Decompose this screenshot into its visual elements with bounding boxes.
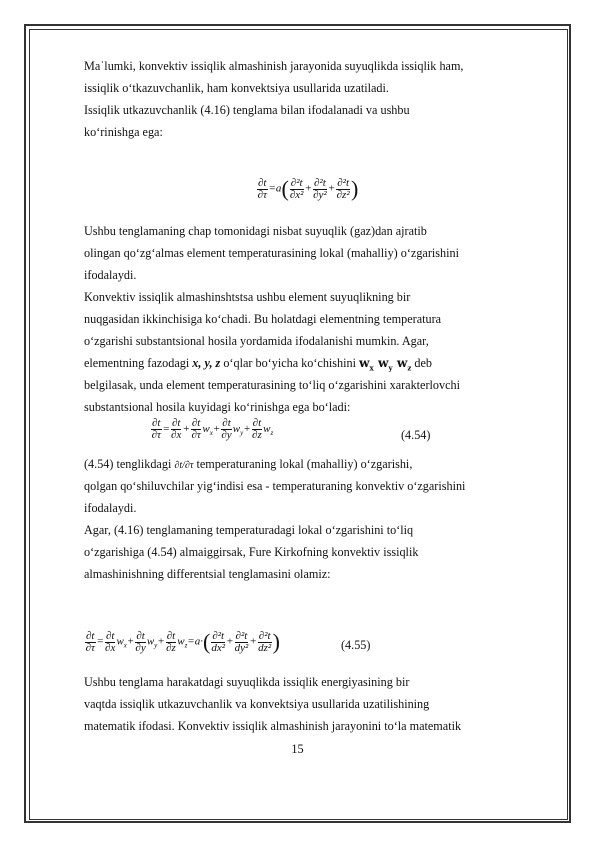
text-line: olingan qo‘zg‘almas element temperaturasining lokal (mahalliy) o‘zgarishini — [84, 246, 459, 260]
text-line: substantsional hosila kuyidagi ko‘rinishga ega bo‘ladi: — [84, 400, 351, 414]
eq-numerator: ∂²t — [337, 176, 350, 189]
text-line-mixed — [84, 457, 412, 473]
velocity-subscript: y — [388, 363, 393, 373]
eq-operator: =a· — [187, 635, 203, 648]
eq-operator: =a — [268, 182, 282, 195]
eq-numerator: ∂t — [191, 417, 201, 429]
eq-numerator: ∂t — [222, 417, 231, 429]
eq-numerator: ∂t — [171, 417, 181, 429]
eq-symbol: w — [263, 423, 271, 436]
partial-ratio: ∂t/∂τ — [174, 460, 194, 471]
eq-symbol: w — [177, 635, 185, 648]
text-line-mixed — [84, 356, 432, 375]
eq-denominator: ∂x — [171, 429, 182, 441]
text-line: belgilasak, unda element temperaturasining to‘liq o‘zgarishini xarakterlovchi — [84, 378, 460, 392]
text-line: matematik ifodasi. Konvektiv issiqlik almashinish jarayonini to‘la matematik — [84, 719, 462, 733]
text-segment: elementning fazodagi — [84, 356, 193, 370]
eq-denominator: dz² — [258, 641, 272, 654]
velocity-subscript: x — [369, 363, 374, 373]
text-line: Issiqlik utkazuvchanlik (4.16) tenglama bilan ifodalanadi va ushbu — [84, 103, 410, 117]
eq-subscript: y — [240, 429, 244, 438]
page-number: 15 — [291, 742, 304, 756]
text-segment: o‘qlar bo‘yicha ko‘chishini — [220, 356, 360, 370]
text-line: Konvektiv issiqlik almashinshtstsa ushbu element suyuqlikning bir — [84, 290, 411, 304]
eq-numerator: ∂²t — [212, 629, 225, 642]
text-segment: (4.54) tenglikdagi — [84, 457, 175, 471]
text-line: Maˈlumki, konvektiv issiqlik almashinish jarayonida suyuqlikda issiqlik ham, — [84, 59, 464, 73]
equation-4-55: $\frac{\partial t}{\partial\tau}$ = $\frac{\partial t}{\partial x}$ $w_x+$ $\frac{\partial t}{\partial y}$ $w_y+$ $\frac{\partial t}{\partial z}$ $w_z=a\cdot$( $\frac{\text{∂²t}}{\text{dx²}}$ + $\frac{\text{∂²t}}{\text{dy²}}$ + $\frac{\text{∂²t}}{\text{dz²}}$ ) — [85, 629, 280, 654]
eq-denominator: ∂z — [252, 429, 262, 441]
eq-denominator: dy² — [234, 641, 249, 654]
eq-numerator: ∂t — [152, 417, 161, 429]
velocity-symbol: w — [377, 356, 389, 370]
text-line: nuqgasidan ikkinchisiga ko‘chadi. Bu holatdagi elementning temperatura — [84, 312, 442, 326]
text-line: Ushbu tenglamaning chap tomonidagi nisbat suyuqlik (gaz)dan ajratib — [84, 224, 427, 238]
text-segment: temperaturaning lokal (mahalliy) o‘zgarishi, — [193, 457, 413, 471]
eq-symbol: w — [116, 635, 124, 648]
text-line: qolgan qo‘shiluvchilar yig‘indisi esa - temperaturaning konvektiv o‘zgarishini — [84, 479, 466, 493]
text-line: almashinishning differentsial tenglamasini olamiz: — [84, 567, 331, 581]
eq-numerator: ∂²t — [258, 629, 271, 642]
eq-symbol: w — [202, 423, 210, 436]
eq-symbol: w — [146, 635, 155, 648]
eq-denominator: ∂τ — [191, 429, 201, 441]
eq-denominator: ∂y² — [313, 188, 327, 201]
eq-denominator: ∂z — [166, 641, 176, 654]
eq-numerator: ∂²t — [235, 629, 248, 642]
text-line: Agar, (4.16) tenglamaning temperaturadagi lokal o‘zgarishini to‘liq — [84, 523, 414, 537]
equation-number: (4.54) — [401, 428, 431, 442]
velocity-subscript: z — [407, 363, 412, 373]
eq-numerator: ∂²t — [290, 176, 303, 189]
velocity-symbol: w — [396, 356, 408, 370]
eq-denominator: ∂τ — [257, 188, 267, 201]
eq-numerator: ∂²t — [314, 176, 326, 189]
eq-subscript: x — [123, 641, 127, 650]
eq-denominator: dx² — [211, 641, 226, 654]
eq-subscript: y — [154, 641, 158, 650]
eq-symbol: w — [232, 423, 241, 436]
eq-denominator: ∂τ — [151, 429, 161, 441]
eq-subscript: z — [270, 429, 274, 438]
eq-denominator: ∂τ — [85, 641, 95, 654]
eq-denominator: ∂y — [221, 429, 232, 441]
velocity-symbol: w — [359, 356, 370, 370]
text-line: vaqtda issiqlik utkazuvchanlik va konvektsiya usullarida uzatilishining — [84, 697, 430, 711]
eq-denominator: ∂x — [105, 641, 116, 654]
text-line: ifodalaydi. — [84, 501, 137, 515]
eq-numerator: ∂t — [252, 417, 262, 429]
text-line: ko‘rinishga ega: — [84, 125, 163, 139]
equation-4-16: $\frac{\partial t}{\partial\tau}$ =a( $\frac{\text{∂²t}}{\text{∂x²}}$ + $\frac{\text{∂²t}}{\text{∂y²}}$ + $\frac{\text{∂²t}}{\text{∂z²}}$ ) — [257, 176, 359, 201]
text-line: o‘zgarishiga (4.54) almaiggirsak, Fure Kirkofning konvektiv issiqlik — [84, 545, 419, 559]
eq-numerator: ∂t — [86, 629, 95, 642]
eq-numerator: ∂t — [258, 176, 267, 189]
coordinate-symbols: x, y, z — [192, 356, 221, 370]
eq-denominator: ∂x² — [289, 188, 304, 201]
eq-subscript: z — [184, 641, 188, 650]
eq-numerator: ∂t — [105, 629, 115, 642]
text-line: o‘zgarishi substantsional hosila yordamida ifodalanishi mumkin. Agar, — [84, 334, 429, 348]
eq-numerator: ∂t — [136, 629, 145, 642]
eq-denominator: ∂y — [135, 641, 146, 654]
text-line: issiqlik o‘tkazuvchanlik, ham konvektsiya usullarida uzatiladi. — [84, 81, 389, 95]
text-line: ifodalaydi. — [84, 268, 137, 282]
equation-number: (4.55) — [341, 638, 371, 652]
text-segment: deb — [411, 356, 432, 370]
eq-denominator: ∂z² — [336, 188, 350, 201]
equation-4-54: $\frac{\partial t}{\partial\tau}$ = $\frac{\partial t}{\partial x}$ + $\frac{\partial t}{\partial\tau}$ $w_x+$ $\frac{\partial t}{\partial y}$ $w_y+$ $\frac{\partial t}{\partial z}$ $w_z$ — [151, 417, 274, 441]
eq-subscript: x — [209, 429, 213, 438]
text-line: Ushbu tenglama harakatdagi suyuqlikda issiqlik energiyasining bir — [84, 675, 410, 689]
eq-numerator: ∂t — [166, 629, 176, 642]
